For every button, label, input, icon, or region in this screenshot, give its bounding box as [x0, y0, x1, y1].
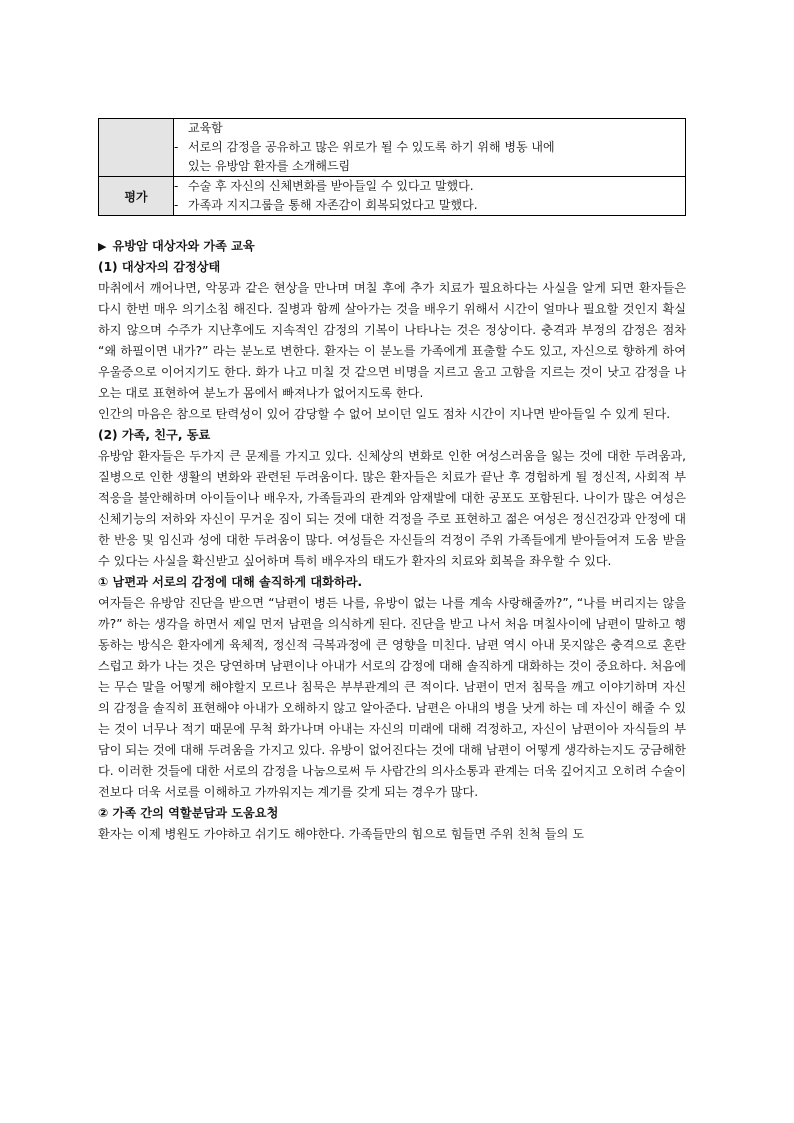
triangle-bullet-icon: ▶: [98, 240, 107, 253]
education-section: [98, 236, 686, 845]
section-title: ▶ 유방암 대상자와 가족 교육: [98, 239, 255, 253]
document-page: [98, 118, 686, 845]
table-line: 있는 유방암 환자를 소개해드림: [188, 159, 351, 173]
table-line: - 서로의 감정을 공유하고 많은 위로가 될 수 있도록 하기 위해 병동 내에: [174, 140, 555, 154]
table-line: - 수술 후 자신의 신체변화를 받아들일 수 있다고 말했다.: [174, 179, 474, 193]
table-line: - 가족과 지지그룹을 통해 자존감이 회복되었다고 말했다.: [174, 198, 478, 212]
care-plan-table: [98, 118, 686, 216]
evaluation-label: 평가: [99, 177, 174, 216]
paragraph: 여자들은 유방암 진단을 받으면 “남편이 병든 나를, 유방이 없는 나를 계속 사랑해줄까?”, “나를 버리지는 않을까?” 하는 생각을 하면서 제일 먼저 남편을 의식하게 된다. 진단을 받고 나서 처음 며칠사이에 남편이 말하고 행동하는 방식은 환자에게 육체적, 정신적 극복과정에 큰 영향을 미친다. 남편 역시 아내 못지않은 충격으로 혼란스럽고 화가 나는 것은 당연하며 남편이나 아내가 서로의 감정에 대해 솔직하게 대화하는 것이 중요하다. 처음에는 무슨 말을 어떻게 해야할지 모르나 침묵은 부부관계의 큰 적이다. 남편이 먼저 침묵을 깨고 이야기하며 자신의 감정을 솔직히 표현해야 아내가 오해하지 않고 알아준다. 남편은 아내의 병을 낫게 하는 데 자신이 해줄 수 있는 것이 너무나 적기 때문에 무척 화가나며 아내는 자신의 미래에 대해 걱정하고, 자신이 남편이아 자식들의 부담이 되는 것에 대해 두려움을 가지고 있다. 유방이 없어진다는 것에 대해 남편이 어떻게 생각하는지도 궁금해한다. 이러한 것들에 대한 서로의 감정을 나눔으로써 두 사람간의 의사소통과 관계는 더욱 깊어지고 오히려 수술이전보다 더욱 서로를 이해하고 가까워지는 계기를 갖게 되는 경우가 많다.: [98, 596, 686, 799]
paragraph: 환자는 이제 병원도 가야하고 쉬기도 해야한다. 가족들만의 힘으로 힘들면 주위 친척 들의 도: [98, 827, 584, 841]
evaluation-cell: [174, 177, 686, 216]
intervention-cell: [174, 119, 686, 177]
paragraph: 인간의 마음은 참으로 탄력성이 있어 감당할 수 없어 보이던 일도 점차 시간이 지나면 받아들일 수 있게 된다.: [98, 407, 671, 421]
subsection-heading: (1) 대상자의 감정상태: [98, 260, 221, 274]
item-heading: ② 가족 간의 역할분담과 도움요청: [98, 806, 279, 820]
table-line: 교육함: [188, 121, 223, 135]
paragraph: 유방암 환자들은 두가지 큰 문제를 가지고 있다. 신체상의 변화로 인한 여성스러움을 잃는 것에 대한 두려움과, 질병으로 인한 생활의 변화와 관련된 두려움이다. 많은 환자들은 치료가 끝난 후 경험하게 될 정신적, 사회적 부적응을 불안해하며 아이들이나 배우자, 가족들과의 관계와 암재발에 대한 공포도 포함된다. 나이가 많은 여성은 신체기능의 저하와 자신이 무거운 짐이 되는 것에 대한 걱정을 주로 표현하고 젊은 여성은 정신건강과 안정에 대한 반응 및 임신과 성에 대한 두려움이 많다. 여성들은 자신들의 걱정이 주위 가족들에게 받아들여져 도움 받을 수 있다는 사실을 확신받고 싶어하며 특히 배우자의 태도가 환자의 치료와 회복을 좌우할 수 있다.: [98, 449, 686, 568]
item-heading: ① 남편과 서로의 감정에 대해 솔직하게 대화하라.: [98, 575, 363, 589]
paragraph: 마취에서 깨어나면, 악몽과 같은 현상을 만나며 며칠 후에 추가 치료가 필요하다는 사실을 알게 되면 환자들은 다시 한번 매우 의기소침 해진다. 질병과 함께 살아가는 것을 배우기 위해서 시간이 얼마나 필요할 것인지 확실하지 않으며 수주가 지난후에도 지속적인 감정의 기복이 나타나는 것은 정상이다. 충격과 부정의 감정은 점차 “왜 하필이면 내가?” 라는 분노로 변한다. 환자는 이 분노를 가족에게 표출할 수도 있고, 자신으로 향하게 하여 우울증으로 이어지기도 한다. 화가 나고 미칠 것 같으면 비명을 지르고 울고 고함을 지르는 것이 낫고 감정을 나오는 대로 표현하여 분노가 몸에서 빠져나가 없어지도록 한다.: [98, 281, 686, 400]
empty-label-cell: [99, 119, 174, 177]
table-row: [99, 119, 686, 177]
subsection-heading: (2) 가족, 친구, 동료: [98, 428, 211, 442]
table-row: [99, 177, 686, 216]
